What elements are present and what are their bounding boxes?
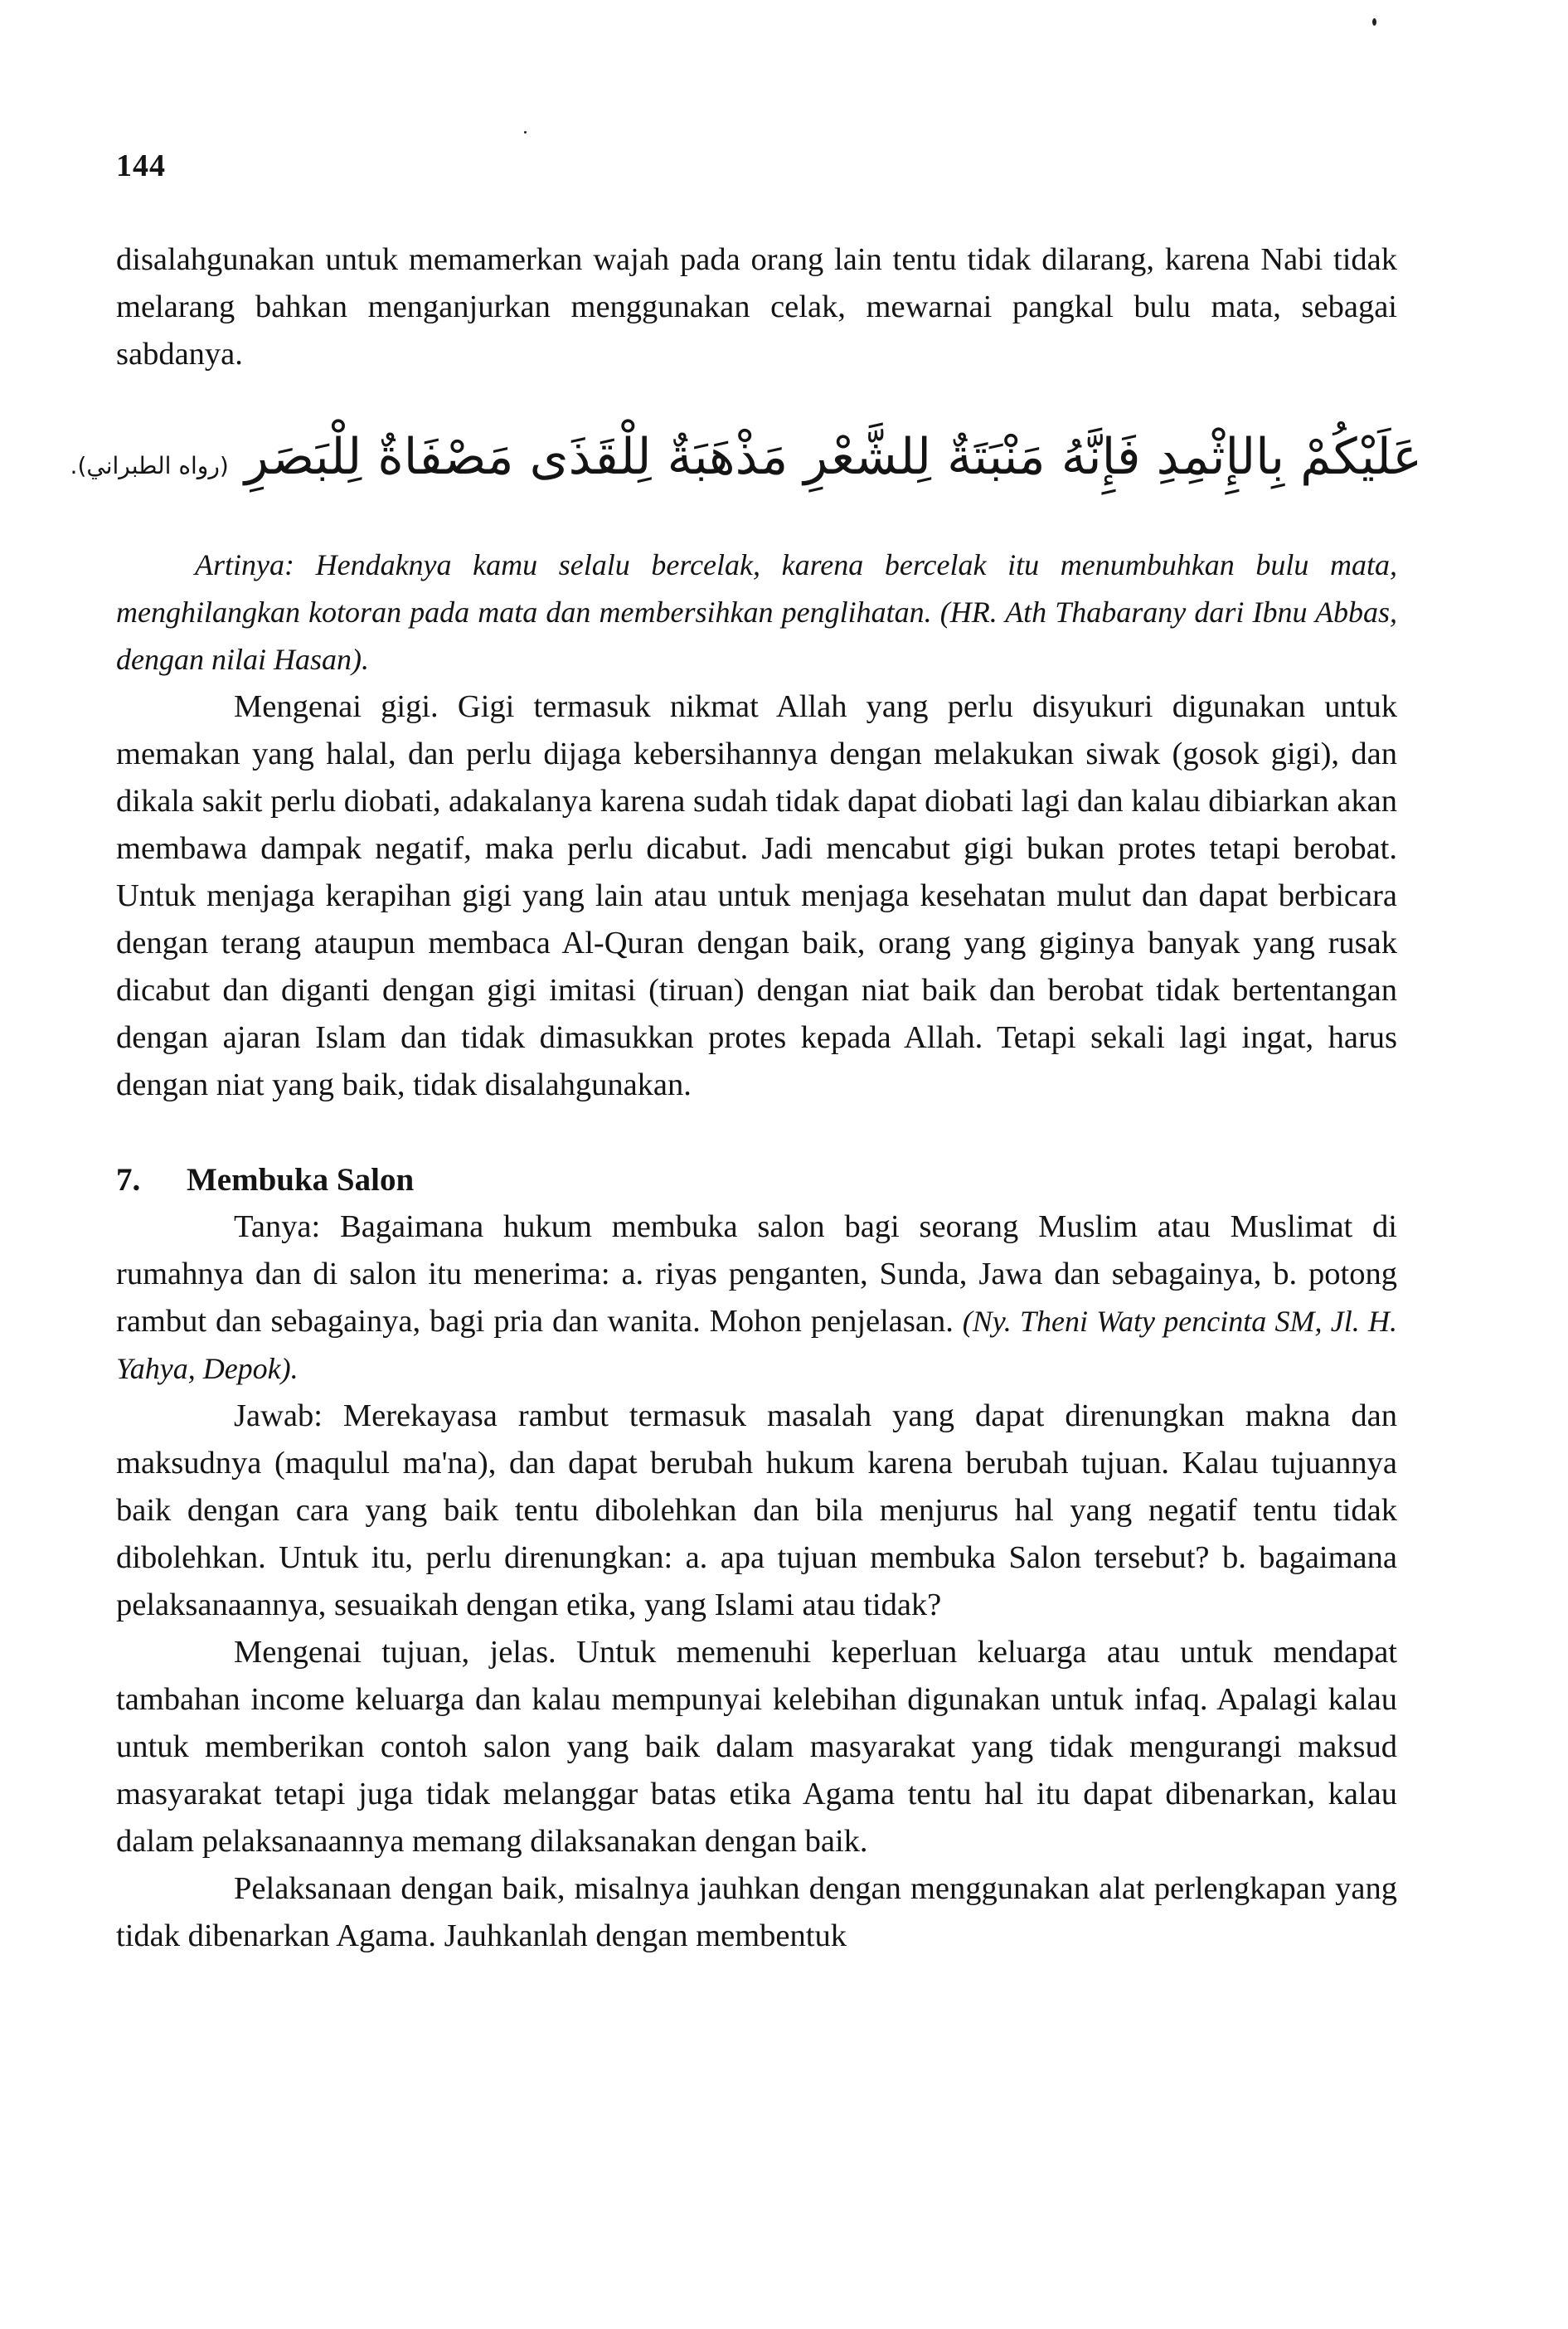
paragraph-purpose: Mengenai tujuan, jelas. Untuk memenuhi keperluan keluarga atau untuk mendapat tambahan income keluarga dan kalau mempunyai kelebihan digunakan untuk infaq. Apalagi kalau untuk memberikan contoh salon yang baik dalam masyarakat yang tidak mengurangi maksud masyarakat tetapi juga tidak melanggar batas etika Agama tentu hal itu dapat dibenarkan, kalau dalam pelaksanaannya memang dilaksanakan dengan baik. [116, 1635, 1397, 1859]
hadith-text: عَلَيْكُمْ بِالإِثْمِدِ فَإِنَّهُ مَنْبَتَةٌ لِلشَّعْرِ مَذْهَبَةٌ لِلْقَذَى مَصْفَاةٌ لِلْبَصَرِ [244, 428, 1422, 486]
question-text: Tanya: Bagaimana hukum membuka salon bagi seorang Muslim atau Muslimat di rumahnya dan di salon itu menerima: a. riyas penganten, Sunda, Jawa dan sebagainya, b. potong rambut dan sebagainya, bagi pria dan wanita. Mohon penjelasan. [116, 1209, 1397, 1339]
paragraph-question [116, 1203, 1397, 1393]
section-title: Membuka Salon [187, 1162, 415, 1198]
question-reference: (Ny. Theni Waty pencinta SM, Jl. H. Yahya, Depok). [116, 1305, 1398, 1385]
hadith-arabic [70, 411, 1422, 512]
section-number: 7. [116, 1162, 141, 1198]
scan-speck [1372, 18, 1376, 26]
paragraph-intro: disalahgunakan untuk memamerkan wajah pada orang lain tentu tidak dilarang, karena Nabi tidak melarang bahkan menganjurkan menggunakan celak, mewarnai pangkal bulu mata, sebagai sabdanya. [116, 242, 1397, 372]
hadith-source: (رواه الطبراني). [70, 452, 229, 479]
paragraph-teeth: Mengenai gigi. Gigi termasuk nikmat Allah yang perlu disyukuri digunakan untuk memakan yang halal, dan perlu dijaga kebersihannya dengan melakukan siwak (gosok gigi), dan dikala sakit perlu diobati, adakalanya karena sudah tidak dapat diobati lagi dan kalau dibiarkan akan membawa dampak negatif, maka perlu dicabut. Jadi mencabut gigi bukan protes tetapi berobat. Untuk menjaga kerapihan gigi yang lain atau untuk menjaga kesehatan mulut dan dapat berbicara dengan terang ataupun membaca Al-Quran dengan baik, orang yang giginya banyak yang rusak dicabut dan diganti dengan gigi imitasi (tiruan) dengan niat baik dan berobat tidak bertentangan dengan ajaran Islam dan tidak dimasukkan protes kepada Allah. Tetapi sekali lagi ingat, harus dengan niat yang baik, tidak disalahgunakan. [116, 689, 1397, 1102]
hadith-translation: Artinya: Hendaknya kamu selalu bercelak, karena bercelak itu menumbuhkan bulu mata, menghilangkan kotoran pada mata dan membersihkan penglihatan. (HR. Ath Thabarany dari Ibnu Abbas, dengan nilai Hasan). [116, 548, 1397, 676]
paragraph-answer: Jawab: Merekayasa rambut termasuk masalah yang dapat direnungkan makna dan maksudnya (maqulul ma'na), dan dapat berubah hukum karena berubah tujuan. Kalau tujuannya baik dengan cara yang baik tentu dibolehkan dan bila menjurus hal yang negatif tentu tidak dibolehkan. Untuk itu, perlu direnungkan: a. apa tujuan membuka Salon tersebut? b. bagaimana pelaksanaannya, sesuaikah dengan etika, yang Islami atau tidak? [116, 1398, 1397, 1622]
page-number: 144 [116, 148, 166, 183]
page-body [70, 236, 1422, 1960]
section-heading [116, 1156, 1397, 1203]
paragraph-implementation: Pelaksanaan dengan baik, misalnya jauhkan dengan menggunakan alat perlengkapan yang tidak dibenarkan Agama. Jauhkanlah dengan membentuk [116, 1871, 1397, 1953]
scan-speck [524, 131, 527, 134]
